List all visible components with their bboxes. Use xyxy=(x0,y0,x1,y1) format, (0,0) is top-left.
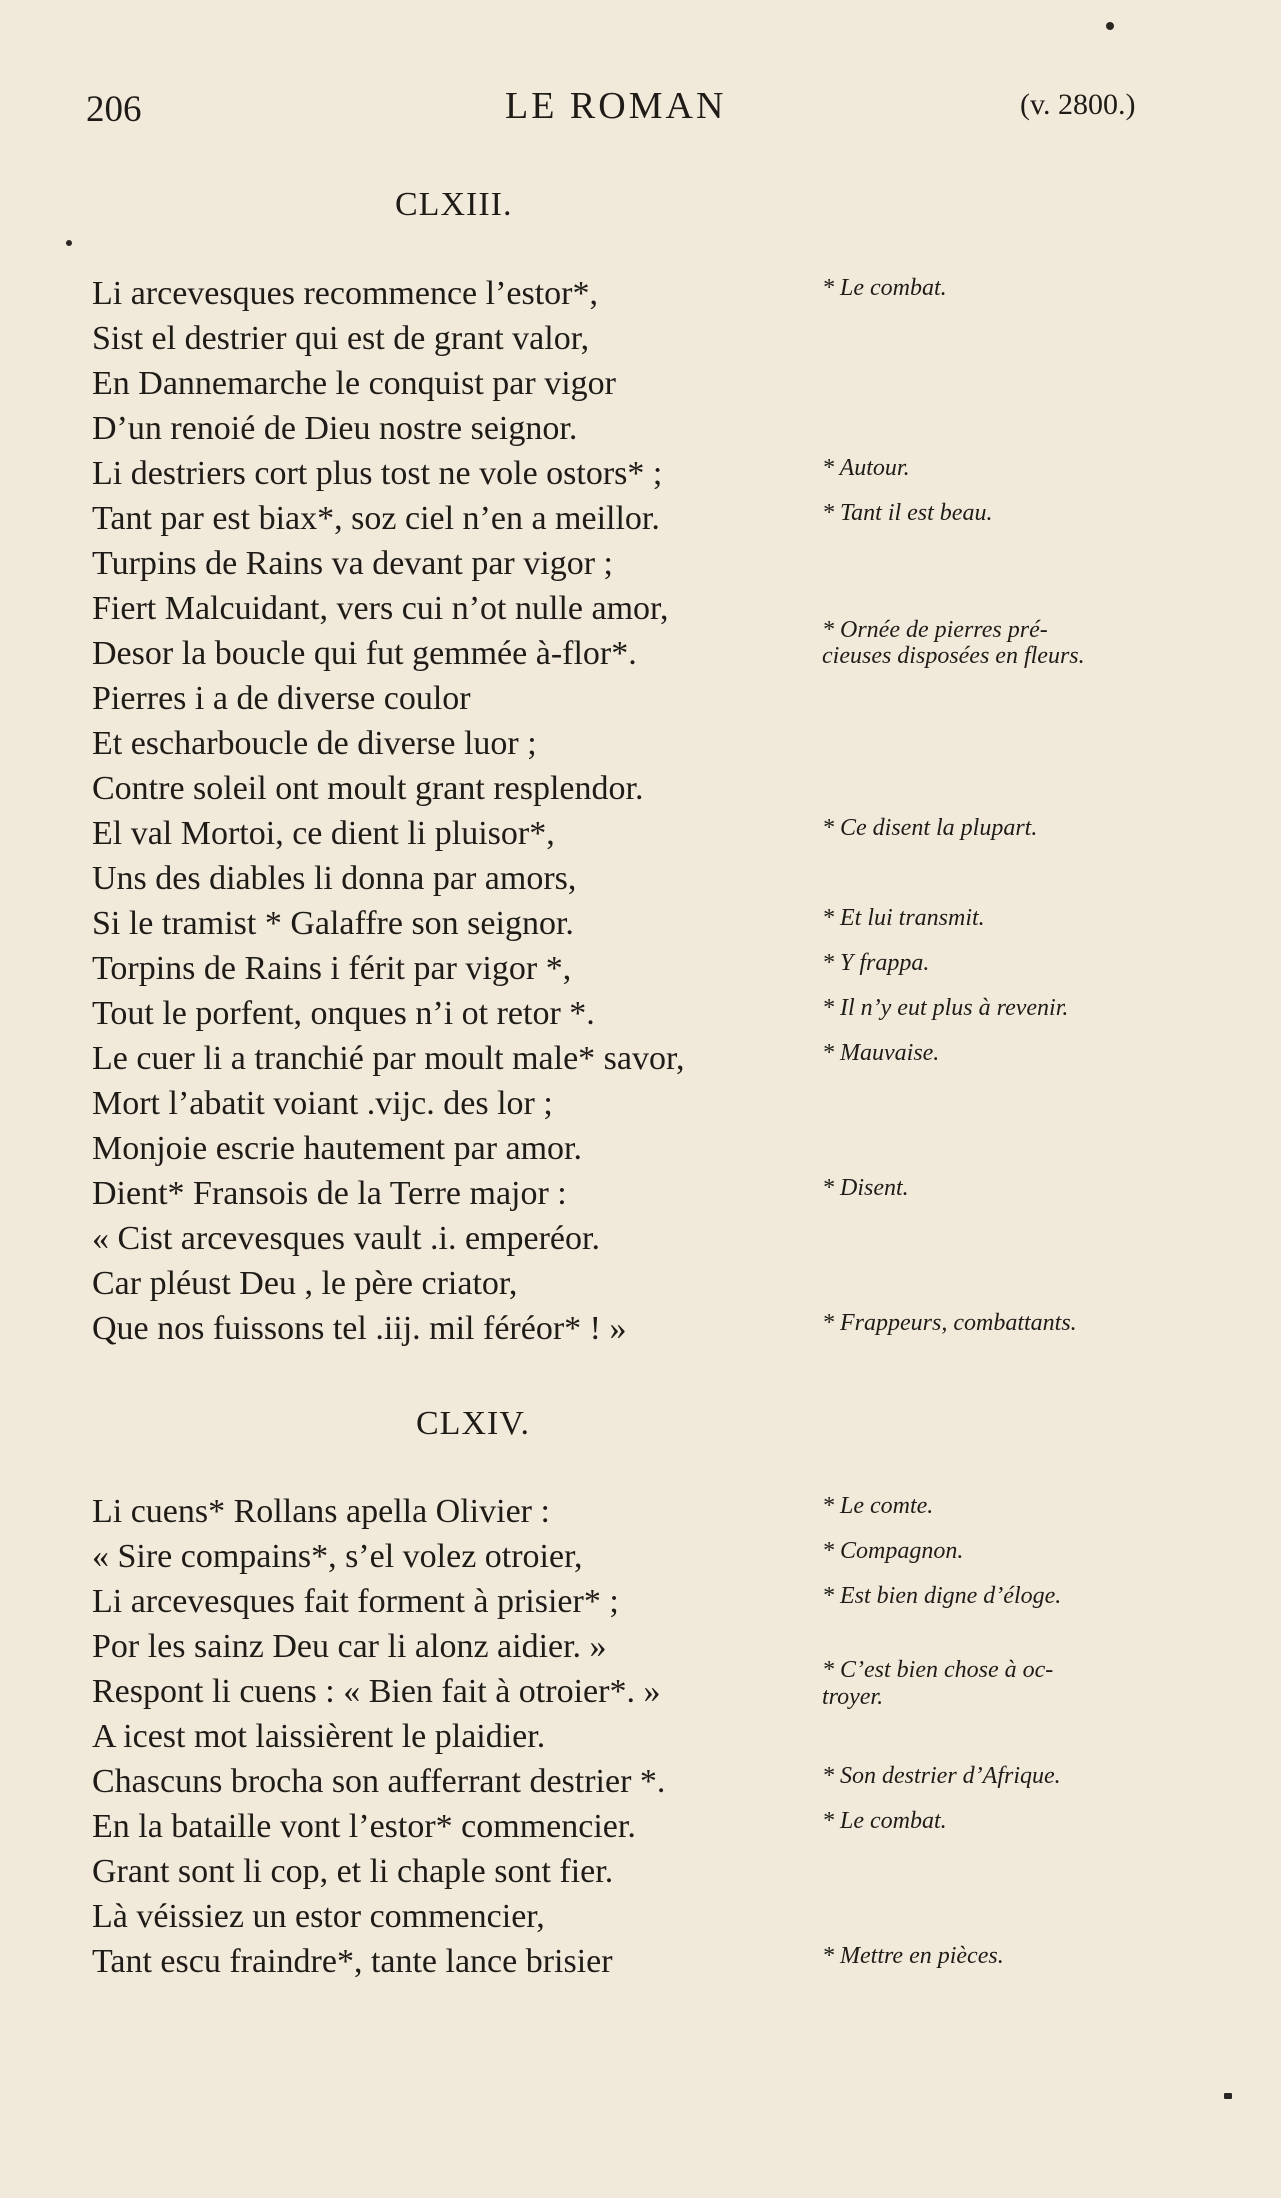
verse-line: Que nos fuissons tel .iij. mil féréor* ! » xyxy=(92,1310,627,1347)
gloss-note: * Le combat. xyxy=(822,275,947,301)
section-heading: CLXIII. xyxy=(395,186,513,223)
verse-line: Dient* Fransois de la Terre major : xyxy=(92,1175,567,1212)
gloss-note: * Ornée de pierres pré- xyxy=(822,617,1048,643)
verse-line: Li destriers cort plus tost ne vole ostors* ; xyxy=(92,455,663,492)
gloss-note: * Tant il est beau. xyxy=(822,500,993,526)
verse-line: El val Mortoi, ce dient li pluisor*, xyxy=(92,815,555,852)
ink-speck xyxy=(1106,22,1114,30)
verse-line: Fiert Malcuidant, vers cui n’ot nulle amor, xyxy=(92,590,669,627)
verse-line: Contre soleil ont moult grant resplendor. xyxy=(92,770,644,807)
verse-line: D’un renoié de Dieu nostre seignor. xyxy=(92,410,578,447)
verse-reference: (v. 2800.) xyxy=(1020,88,1136,121)
verse-line: Mort l’abatit voiant .vijc. des lor ; xyxy=(92,1085,553,1122)
gloss-note: * Le combat. xyxy=(822,1808,947,1834)
gloss-note: * Compagnon. xyxy=(822,1538,964,1564)
verse-line: Tout le porfent, onques n’i ot retor *. xyxy=(92,995,595,1032)
running-title: LE ROMAN xyxy=(505,85,727,127)
verse-line: Turpins de Rains va devant par vigor ; xyxy=(92,545,613,582)
verse-line: Monjoie escrie hautement par amor. xyxy=(92,1130,582,1167)
verse-line: Et escharboucle de diverse luor ; xyxy=(92,725,537,762)
gloss-note: * Mauvaise. xyxy=(822,1040,940,1066)
gloss-note: * Autour. xyxy=(822,455,910,481)
verse-line: Torpins de Rains i férit par vigor *, xyxy=(92,950,572,987)
verse-line: Le cuer li a tranchié par moult male* savor, xyxy=(92,1040,685,1077)
gloss-note: troyer. xyxy=(822,1684,884,1710)
gloss-note: * Et lui transmit. xyxy=(822,905,985,931)
verse-line: Là véissiez un estor commencier, xyxy=(92,1898,545,1935)
verse-line: Li arcevesques recommence l’estor*, xyxy=(92,275,598,312)
verse-line: Uns des diables li donna par amors, xyxy=(92,860,577,897)
verse-line: Por les sainz Deu car li alonz aidier. » xyxy=(92,1628,607,1665)
gloss-note: * Son destrier d’Afrique. xyxy=(822,1763,1061,1789)
page-number: 206 xyxy=(86,89,142,130)
verse-line: Chascuns brocha son aufferrant destrier *. xyxy=(92,1763,666,1800)
gloss-note: cieuses disposées en fleurs. xyxy=(822,643,1085,669)
verse-line: Li arcevesques fait forment à prisier* ; xyxy=(92,1583,619,1620)
verse-line: En la bataille vont l’estor* commencier. xyxy=(92,1808,636,1845)
gloss-note: * Y frappa. xyxy=(822,950,930,976)
verse-line: Respont li cuens : « Bien fait à otroier*. » xyxy=(92,1673,661,1710)
verse-line: Si le tramist * Galaffre son seignor. xyxy=(92,905,574,942)
gloss-note: * C’est bien chose à oc- xyxy=(822,1657,1054,1683)
verse-line: Tant par est biax*, soz ciel n’en a meillor. xyxy=(92,500,660,537)
gloss-note: * Il n’y eut plus à revenir. xyxy=(822,995,1069,1021)
verse-line: Car pléust Deu , le père criator, xyxy=(92,1265,518,1302)
section-heading: CLXIV. xyxy=(416,1405,530,1442)
gloss-note: * Frappeurs, combattants. xyxy=(822,1310,1077,1336)
verse-line: Desor la boucle qui fut gemmée à-flor*. xyxy=(92,635,637,672)
verse-line: « Cist arcevesques vault .i. emperéor. xyxy=(92,1220,600,1257)
verse-line: Tant escu fraindre*, tante lance brisier xyxy=(92,1943,613,1980)
verse-line: Grant sont li cop, et li chaple sont fier. xyxy=(92,1853,614,1890)
gloss-note: * Ce disent la plupart. xyxy=(822,815,1038,841)
ink-speck xyxy=(1224,2093,1232,2099)
verse-line: A icest mot laissièrent le plaidier. xyxy=(92,1718,546,1755)
verse-line: Pierres i a de diverse coulor xyxy=(92,680,471,717)
gloss-note: * Mettre en pièces. xyxy=(822,1943,1004,1969)
verse-line: En Dannemarche le conquist par vigor xyxy=(92,365,616,402)
gloss-note: * Disent. xyxy=(822,1175,909,1201)
gloss-note: * Est bien digne d’éloge. xyxy=(822,1583,1062,1609)
ink-speck xyxy=(66,240,72,246)
gloss-note: * Le comte. xyxy=(822,1493,934,1519)
verse-line: Li cuens* Rollans apella Olivier : xyxy=(92,1493,550,1530)
verse-line: Sist el destrier qui est de grant valor, xyxy=(92,320,590,357)
verse-line: « Sire compains*, s’el volez otroier, xyxy=(92,1538,583,1575)
